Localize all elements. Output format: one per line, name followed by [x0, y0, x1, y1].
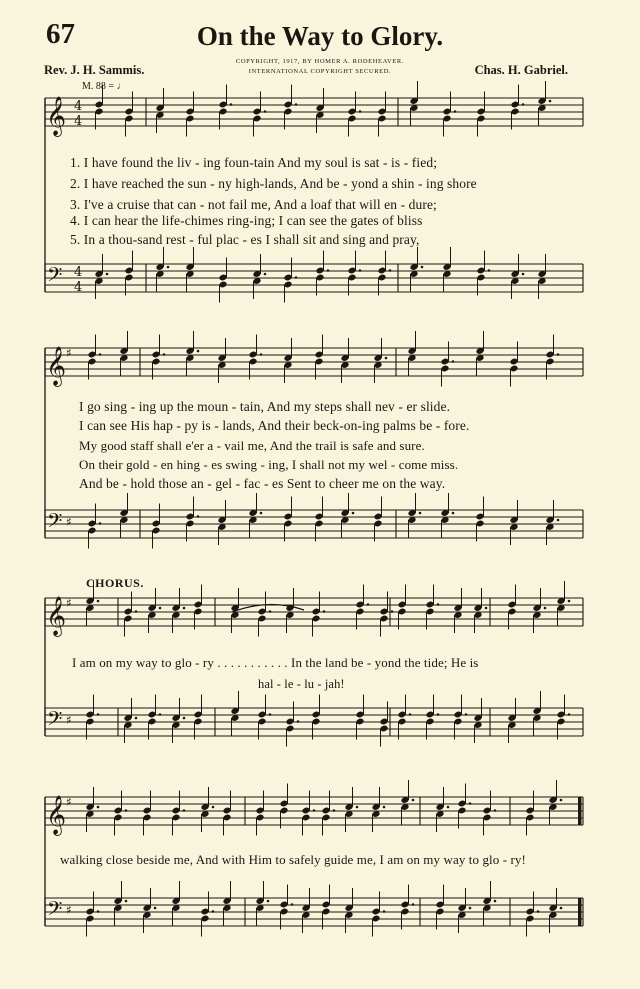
dot — [488, 269, 491, 272]
dot — [99, 353, 102, 356]
dot — [494, 809, 497, 812]
dot — [391, 610, 394, 613]
time-signature-top: 4 — [74, 265, 83, 280]
dot — [469, 907, 472, 910]
verse-1-line-b: I go sing - ing up the moun - tain, And my steps shall nev - er slide. — [79, 399, 451, 414]
dot — [359, 269, 362, 272]
key-signature-sharp: ♯ — [66, 713, 72, 727]
dot — [409, 713, 412, 716]
verse-4-line-a: 4. I can hear the life-chimes ring-ing; I can see the gates of bliss — [70, 213, 423, 228]
dot — [452, 360, 455, 363]
dot — [264, 110, 267, 113]
dot — [452, 512, 455, 515]
dot — [269, 713, 272, 716]
verse-5-line-a: 5. In a thou-sand rest - ful plac - es I shall sit and sing and pray, — [70, 232, 420, 247]
dot — [437, 603, 440, 606]
dot — [97, 806, 100, 809]
dot — [291, 903, 294, 906]
dot — [183, 809, 186, 812]
dot — [412, 799, 415, 802]
quarter-note-icon: ♩ — [116, 81, 127, 92]
dot — [159, 607, 162, 610]
dot — [537, 910, 540, 913]
key-signature-sharp: ♯ — [66, 795, 72, 809]
dot — [356, 806, 359, 809]
dot — [568, 713, 571, 716]
verse-1-line-a: 1. I have found the liv - ing foun-tain And my soul is sat - is - fied; — [70, 155, 438, 170]
dot — [264, 273, 267, 276]
dot — [297, 720, 300, 723]
time-signature-bottom: 4 — [74, 114, 83, 129]
hymn-number: 67 — [46, 18, 75, 50]
key-signature-sharp: ♯ — [66, 596, 72, 610]
chorus-label: CHORUS. — [86, 576, 144, 590]
dot — [560, 907, 563, 910]
dot — [106, 273, 109, 276]
bass-clef-icon: 𝄢 — [47, 263, 63, 291]
composer-credit: Chas. H. Gabriel. — [474, 63, 568, 77]
dot — [295, 276, 298, 279]
dot — [447, 806, 450, 809]
dot — [485, 607, 488, 610]
key-signature-sharp: ♯ — [66, 346, 72, 360]
dot — [295, 103, 298, 106]
dot — [557, 353, 560, 356]
dot — [385, 357, 388, 360]
dot — [183, 607, 186, 610]
treble-clef-icon: 𝄞 — [46, 96, 67, 136]
dot — [557, 519, 560, 522]
dot — [352, 512, 355, 515]
dot — [260, 512, 263, 515]
dot — [163, 353, 166, 356]
dot — [135, 717, 138, 720]
dot — [97, 910, 100, 913]
dot — [359, 110, 362, 113]
dot — [323, 610, 326, 613]
dot — [99, 522, 102, 525]
chorus-line-2: walking close beside me, And with Him to safely guide me, I am on my way to glo - ry! — [60, 852, 526, 867]
hymn-title: On the Way to Glory. — [196, 21, 444, 51]
treble-clef-icon: 𝄞 — [46, 596, 67, 636]
verse-3-line-a: 3. I've a cruise that can - not fail me, And a loaf that will en - dure; — [70, 197, 437, 212]
dot — [197, 515, 200, 518]
verse-2-line-a: 2. I have reached the sun - ny high-lands, And be - yond a shin - ing shore — [70, 176, 477, 191]
dot — [437, 713, 440, 716]
dot — [367, 603, 370, 606]
dot — [313, 809, 316, 812]
dot — [383, 910, 386, 913]
dot — [125, 809, 128, 812]
dot — [454, 110, 457, 113]
time-signature-bottom: 4 — [74, 280, 83, 295]
dot — [183, 717, 186, 720]
metronome-text: M. 88 = — [82, 81, 115, 92]
dot — [159, 713, 162, 716]
dot — [125, 900, 128, 903]
dot — [97, 600, 100, 603]
final-barline — [578, 797, 582, 825]
dot — [419, 512, 422, 515]
time-signature-top: 4 — [74, 99, 83, 114]
dot — [465, 713, 468, 716]
verse-3-line-b: My good staff shall e'er a - vail me, And the trail is safe and sure. — [79, 438, 425, 453]
key-signature-sharp: ♯ — [66, 515, 72, 529]
dot — [544, 607, 547, 610]
key-signature-sharp: ♯ — [66, 903, 72, 917]
dot — [333, 809, 336, 812]
bass-clef-icon: 𝄢 — [47, 707, 63, 735]
dot — [230, 103, 233, 106]
dot — [212, 806, 215, 809]
dot — [389, 269, 392, 272]
verse-2-line-b: I can see His hap - py is - lands, And their beck-on-ing palms be - fore. — [79, 418, 470, 433]
dot — [421, 266, 424, 269]
dot — [260, 353, 263, 356]
dot — [197, 350, 200, 353]
chorus-line-1-alt: hal - le - lu - jah! — [258, 677, 345, 691]
author-credit: Rev. J. H. Sammis. — [44, 63, 145, 77]
dot — [412, 903, 415, 906]
chorus-line-1: I am on my way to glo - ry . . . . . . . . . . . In the land be - yond the tide; He is — [72, 655, 479, 670]
copyright-line-1: COPYRIGHT, 1917, BY HOMER A. RODEHEAVER. — [235, 58, 405, 65]
bass-clef-icon: 𝄢 — [47, 897, 63, 925]
dot — [327, 269, 330, 272]
dot — [269, 610, 272, 613]
dot — [167, 266, 170, 269]
dot — [267, 900, 270, 903]
dot — [494, 900, 497, 903]
dot — [469, 802, 472, 805]
final-barline — [578, 898, 582, 926]
dot — [97, 713, 100, 716]
treble-clef-icon: 𝄞 — [46, 346, 67, 386]
bass-clef-icon: 𝄢 — [47, 509, 63, 537]
copyright-line-2: INTERNATIONAL COPYRIGHT SECURED. — [248, 68, 392, 75]
dot — [568, 600, 571, 603]
dot — [522, 103, 525, 106]
dot — [135, 610, 138, 613]
treble-clef-icon: 𝄞 — [46, 795, 67, 835]
verse-5-line-b: And be - hold those an - gel - fac - es Sent to cheer me on the way. — [79, 476, 446, 491]
dot — [154, 907, 157, 910]
verse-4-line-b: On their gold - en hing - es swing - ing, I shall not my wel - come miss. — [79, 457, 459, 472]
dot — [560, 799, 563, 802]
dot — [212, 910, 215, 913]
dot — [522, 273, 525, 276]
dot — [383, 806, 386, 809]
dot — [549, 100, 552, 103]
